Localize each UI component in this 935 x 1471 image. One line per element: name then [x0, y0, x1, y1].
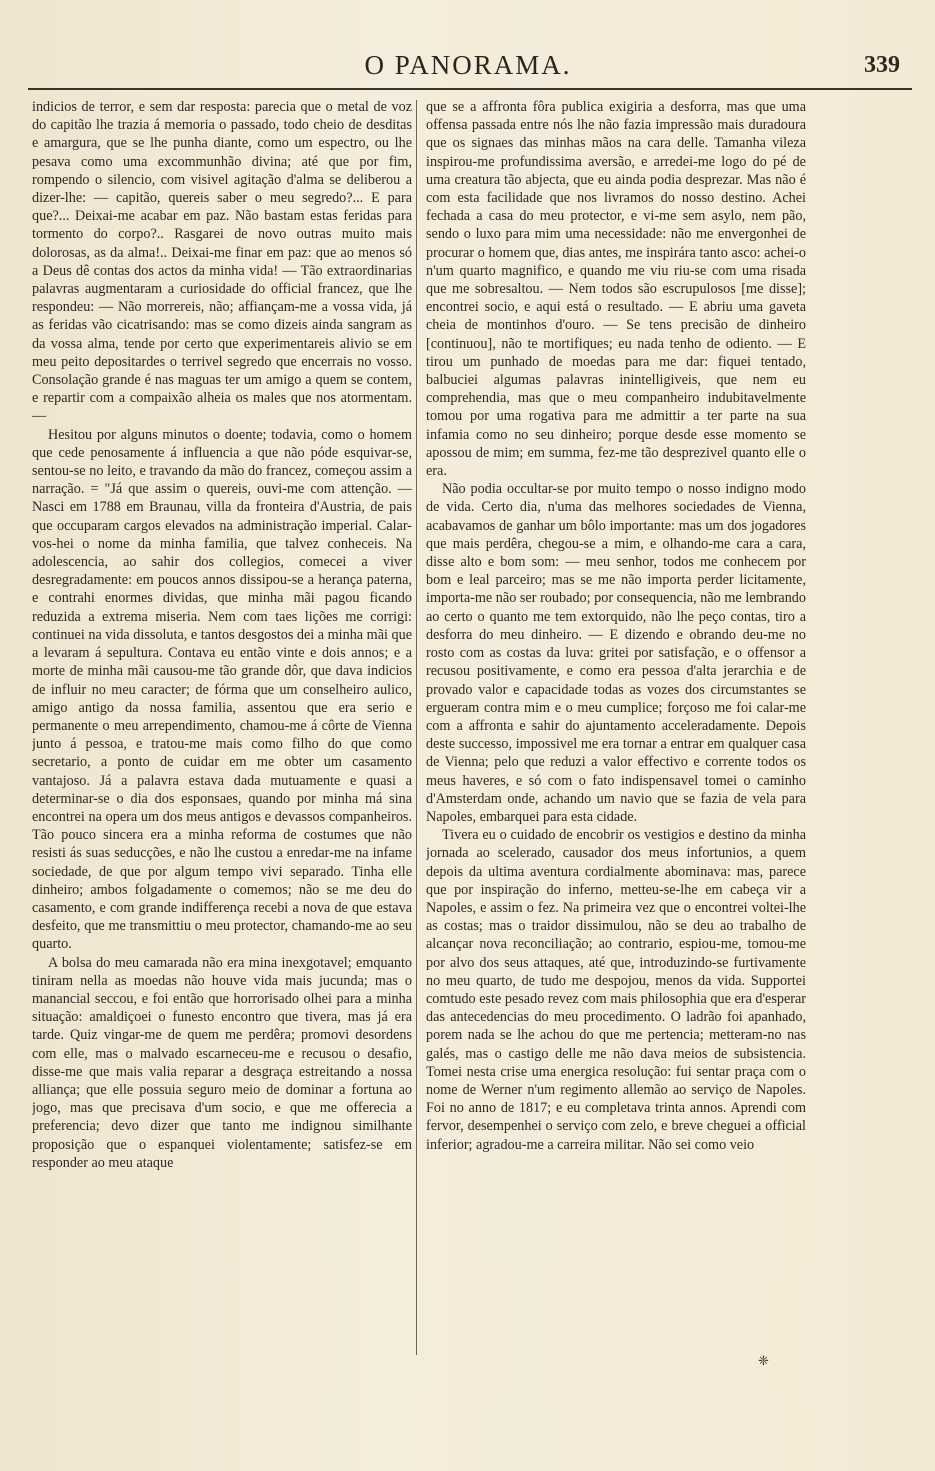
column-divider	[416, 100, 417, 1355]
journal-title: O PANORAMA.	[364, 50, 572, 80]
header-rule	[28, 88, 912, 90]
paragraph: Tivera eu o cuidado de encobrir os vestigios e destino da minha jornada ao scelerado, causador dos meus infortunios, a quem depois da ultima aventura cordialmente abominava: mas, parece que por inspiração do inferno, metteu-se-lhe em cabeça vir a Napoles, e assim o fez. Na primeira vez que o encontrei voltei-lhe as costas; mas o traidor dissimulou, não se deu ao trabalho de alcançar nova reconciliação; ao contrario, espiou-me, tomou-me por alvo dos seus attaques, até que, introduzindo-se furtivamente no meu quarto, de tudo me despojou, menos da vida. Supportei comtudo este pesado revez com mais philosophia que era d'esperar das antecedencias do meu procedimento. O ladrão foi apanhado, porem nada se lhe achou do que me pertencia; metteram-no nas galés, mas o castigo delle me não dava meios de subsistencia. Tomei nesta crise uma energica resolução: fui sentar praça com o nome de Werner n'um regimento allemão ao serviço de Napoles. Foi no anno de 1817; e eu completava trinta annos. Aprendi com fervor, desempenhei o serviço com zelo, e breve cheguei a official inferior; agradou-me a carreira militar. Não sei como veio	[426, 827, 806, 1153]
paragraph: indicios de terror, e sem dar resposta: parecia que o metal de voz do capitão lhe trazia á memoria o passado, todo cheio de desditas e amargura, que se lhe punha diante, como um espectro, ou lhe pesava como uma excommunhão divina; até que por fim, rompendo o silencio, com visivel agitação d'alma se deliberou a dizer-lhe: — capitão, quereis saber o meu segredo?... E para que?... Deixai-me acabar em paz. Não bastam estas feridas para tormento do corpo?.. Rasgarei de novo outras muito mais dolorosas, as da alma!.. Deixai-me finar em paz: que ao menos só a Deus dê contas dos actos da minha vida! — Tão extraordinarias palavras augmentaram a curiosidade do official francez, que lhe respondeu: — Não morrereis, não; affiançam-me a vossa vida, já as feridas vão cicatrisando: mas se como dizeis ainda sangram as da vossa alma, tende por certo que experimentareis alivio se em meu peito depositardes o terrivel segredo que encerrais no vosso. Consolação grande é nas maguas ter um amigo a quem se contem, e repartir com a compaixão alheia os males que nos atormentam. —	[32, 99, 412, 425]
ornament-icon: ❈	[758, 1354, 769, 1369]
right-column	[426, 98, 806, 1358]
left-column	[32, 98, 412, 1358]
page-header	[28, 46, 908, 88]
page-number: 339	[864, 52, 900, 78]
paragraph: que se a affronta fôra publica exigiria a desforra, mas que uma offensa passada entre nós lhe não fazia impressão mais duradoura que os signaes das minhas mãos na cara delle. Tamanha vileza inspirou-me profundissima aversão, e arredei-me logo do pé de uma creatura tão abjecta, que eu ainda podia desprezar. Mas não é com esta facilidade que nos livramos do nosso destino. Achei fechada a casa do meu protector, e vi-me sem asylo, nem pão, sendo o luxo para mim uma necessidade: não me envergonhei de procurar o homem que, dias antes, me inspirára tanto asco: achei-o n'um quarto magnifico, e quando me viu riu-se com uma risada que me sobresaltou. — Nem todos são escrupulosos [me disse]; encontrei socio, e aqui está o resultado. — E abriu uma gaveta cheia de montinhos d'ouro. — Se tens precisão de dinheiro [continuou], não te mortifiques; eu nada tenho de odiento. — E tirou um punhado de moedas para me dar: fiquei tentado, balbuciei algumas palavras inintelligiveis, que nem eu comprehendia, mas que o meu companheiro indubitavelmente tomou por uma rogativa para me admittir a ter parte na sua infamia como no seu dinheiro; porque desde esse momento se apossou de mim; em summa, fez-me tão desprezivel quanto elle o era.	[426, 99, 806, 480]
paragraph: A bolsa do meu camarada não era mina inexgotavel; emquanto tiniram nella as moedas não houve vida mais jucunda; mas o manancial seccou, e foi então que horrorisado olhei para a minha situação: amaldiçoei o funesto encontro que tivera, mas já era tarde. Quiz vingar-me de quem me perdêra; promovi desordens com elle, mas o malvado escarneceu-me e recusou o desafio, disse-me que mais valia reparar a desgraça estreitando a nossa alliança; que elle possuia seguro meio de dominar a fortuna ao jogo, mas que precisava d'um socio, e que me offerecia a preferencia; devo dizer que tanto me indignou similhante proposição que o espanquei violentamente; satisfez-se em responder ao meu ataque	[32, 954, 412, 1171]
paragraph: Não podia occultar-se por muito tempo o nosso indigno modo de vida. Certo dia, n'uma das melhores sociedades de Vienna, acabavamos de ganhar um bôlo importante: mas um dos jogadores que mais perdêra, chegou-se a mim, e olhando-me cara a cara, disse alto e bom som: — meu senhor, todos me conhecem por bom e leal parceiro; mas se me não importa perder licitamente, importa-me não ser roubado; por consequencia, não me lembrando ao certo o quanto me tem extorquido, não lhe peço contas, tiro a desforra do meu dinheiro. — E dizendo e obrando deu-me no rosto com as costas da luva: gritei por satisfação, e o offensor a recusou positivamente, e como era pessoa d'alta jerarchia e de provado valor e capacidade todas as vozes dos circumstantes se ergueram contra mim e o meu cumplice; forçoso me foi calar-me com a affronta e sahir do ajuntamento acceleradamente. Depois deste successo, impossivel me era tornar a entrar em qualquer casa de Vienna; pelo que reduzi a valor effectivo e corrente todos os meus haveres, e só com o fato indispensavel tomei o caminho d'Amsterdam onde, achando um navio que se fazia de vela para Napoles, embarquei para esta cidade.	[426, 481, 806, 825]
paragraph: Hesitou por alguns minutos o doente; todavia, como o homem que cede penosamente á influencia a que não póde esquivar-se, sentou-se no leito, e travando da mão do francez, começou assim a narração. = "Já que assim o quereis, ouvi-me com attenção. — Nasci em 1788 em Braunau, villa da fronteira d'Austria, de pais que occuparam cargos elevados na administração imperial. Calar-vos-hei o nome da minha familia, que talvez conheceis. Na adolescencia, ao sahir dos collegios, comecei a viver desregradamente: em poucos annos dissipou-se a herança paterna, e contrahi enormes dividas, que minha mãi pagou ficando reduzida a extrema miseria. Nem com taes lições me corrigi: continuei na vida dissoluta, e tantos desgostos dei a minha mãi que a levaram á sepultura. Contava eu então vinte e dois annos; e a morte de minha mãi causou-me tão grande dôr, que dava indicios de influir no meu caracter; de fórma que um conselheiro aulico, amigo antigo da nossa familia, assentou que era serio e permanente o meu arrependimento, chamou-me á côrte de Vienna junto á pessoa, e tratou-me mais como filho do que como secretario, a ponto de cuidar em me obter um casamento vantajoso. Já a palavra estava dada mutuamente e quasi a determinar-se o dia dos esponsaes, quando por minha má sina encontrei na opera um dos meus antigos e devassos companheiros. Tão pouco sincera era a minha reforma de costumes que não resisti ás suas seducções, e não lhe custou a enredar-me na infame sociedade, de que por algum tempo vivi separado. Tinha elle dinheiro; ambos folgadamente o comemos; não se me deu do casamento, e com grande indifferença recebi a nova de que estava desfeito, que me transmittiu o meu protector, chamando-me ao seu quarto.	[32, 426, 412, 953]
